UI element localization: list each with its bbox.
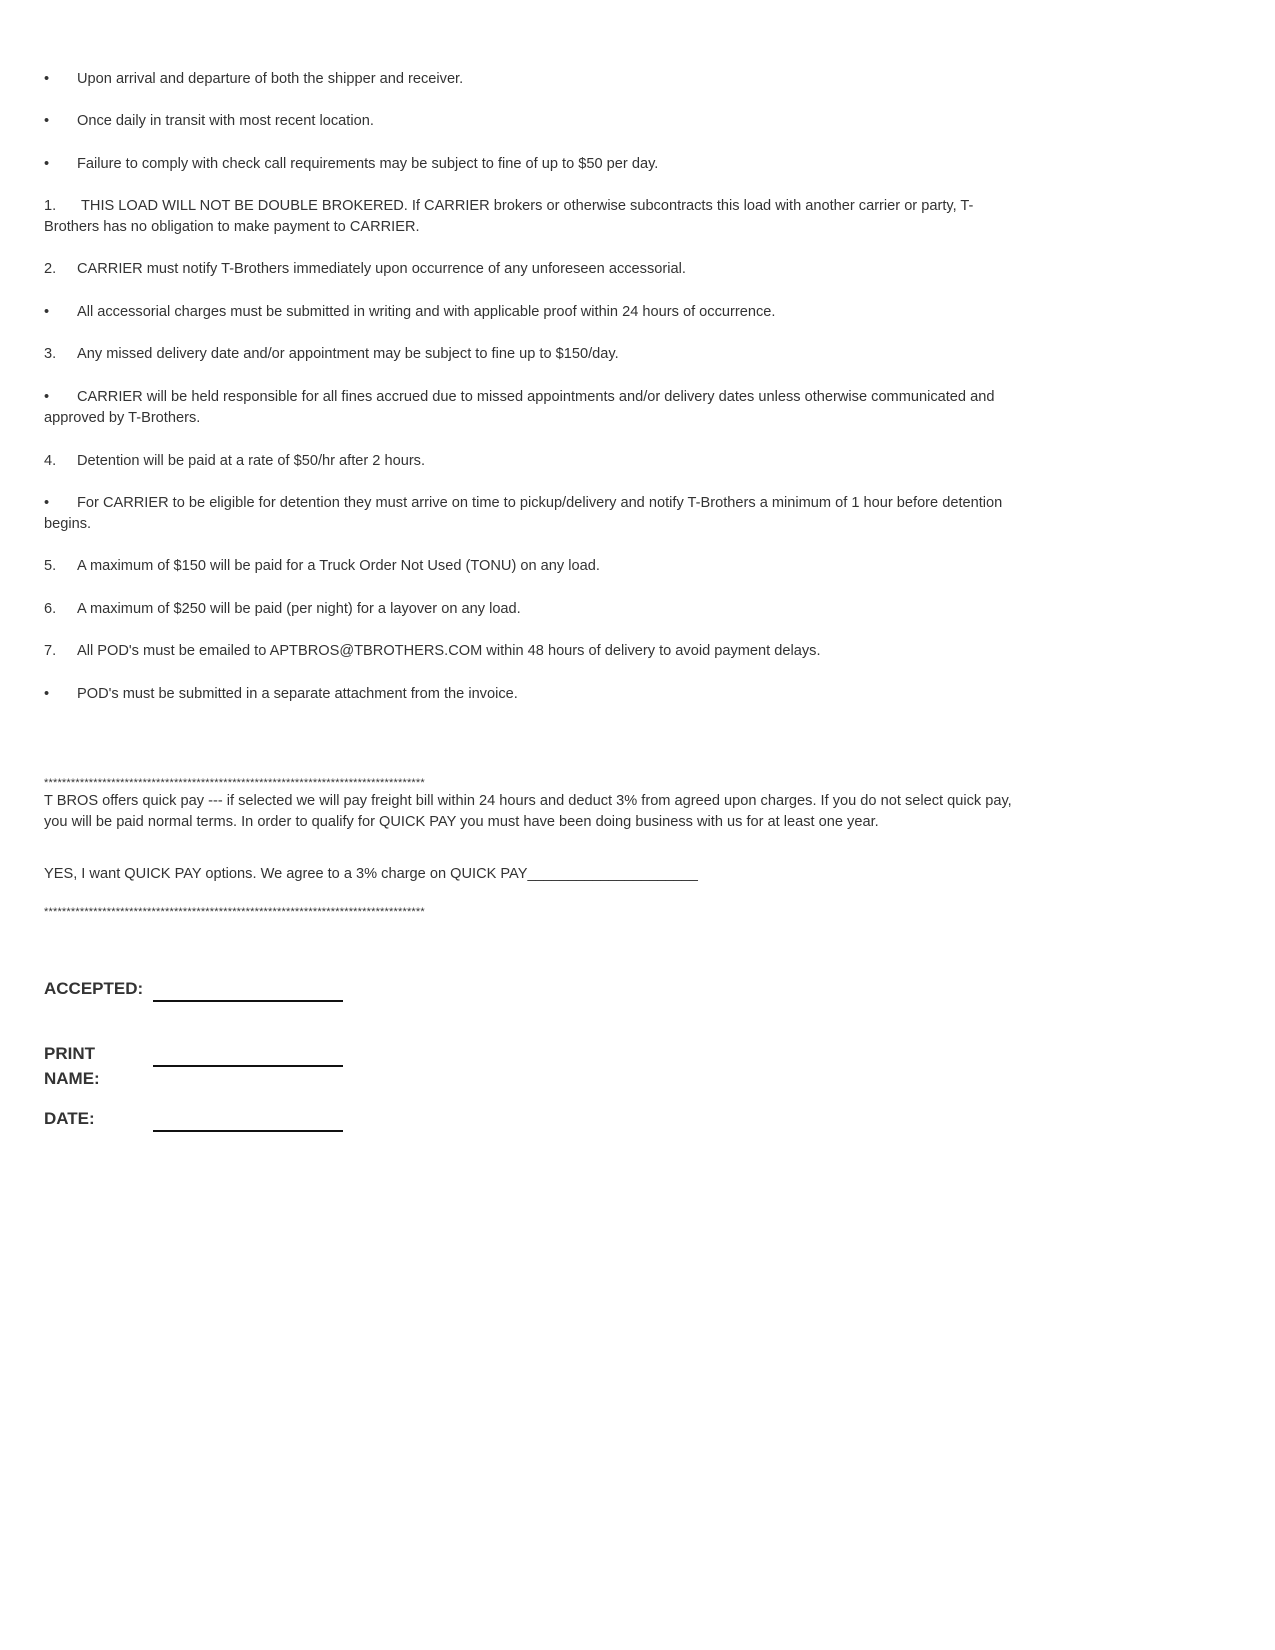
term-6-layover — [44, 599, 1024, 620]
term-text: CARRIER will be held responsible for all fines accrued due to missed appointments and/or delivery dates unless otherwise communicated and approved by T-Brothers. — [44, 389, 995, 426]
term-text: All accessorial charges must be submitted in writing and with applicable proof within 24 hours of occurrence. — [77, 304, 776, 320]
term-1-double-brokered — [44, 196, 1024, 238]
term-bullet-arrival-departure — [44, 69, 1024, 90]
term-text: Upon arrival and departure of both the shipper and receiver. — [77, 71, 464, 87]
print-name-label-line2: NAME: — [44, 1069, 100, 1088]
list-marker: • — [44, 495, 50, 511]
quick-pay-offer: T BROS offers quick pay --- if selected we will pay freight bill within 24 hours and deduct 3% from agreed upon charges. If you do not select quick pay, you will be paid normal terms. In order to qualify for QUICK PAY you must have been doing business with us for at least one year. — [44, 793, 1012, 830]
term-text: A maximum of $150 will be paid for a Truck Order Not Used (TONU) on any load. — [77, 558, 600, 574]
list-marker: 3. — [44, 346, 57, 362]
term-bullet-pod-attachment — [44, 684, 1024, 705]
term-text: Failure to comply with check call requirements may be subject to fine of up to $50 per day. — [77, 156, 659, 172]
term-text: POD's must be submitted in a separate attachment from the invoice. — [77, 686, 518, 702]
print-name-label-line1: PRINT — [44, 1044, 95, 1063]
list-marker: 1. — [44, 198, 57, 214]
term-text: Detention will be paid at a rate of $50/hr after 2 hours. — [77, 453, 426, 469]
term-text: Any missed delivery date and/or appointment may be subject to fine up to $150/day. — [77, 346, 619, 362]
term-text: All POD's must be emailed to APTBROS@TBROTHERS.COM within 48 hours of delivery to avoid payment delays. — [77, 643, 821, 659]
list-marker: • — [44, 686, 50, 702]
list-marker: • — [44, 71, 50, 87]
term-4-detention-rate — [44, 451, 1024, 472]
term-bullet-check-call-fine — [44, 154, 1024, 175]
separator-stars-top: ************************************************************************************* — [44, 777, 425, 789]
term-text: For CARRIER to be eligible for detention they must arrive on time to pickup/delivery and notify T-Brothers a minimum of 1 hour before detention begins. — [44, 495, 1003, 532]
term-text: THIS LOAD WILL NOT BE DOUBLE BROKERED. If CARRIER brokers or otherwise subcontracts this load with another carrier or party, T-Brothers has no obligation to make payment to CARRIER. — [44, 198, 974, 235]
term-2-notify-accessorial — [44, 259, 1024, 280]
date-line[interactable] — [153, 1130, 343, 1132]
list-marker: 2. — [44, 261, 57, 277]
list-marker: • — [44, 156, 50, 172]
list-marker: • — [44, 304, 50, 320]
list-marker: 4. — [44, 453, 57, 469]
list-marker: • — [44, 389, 50, 405]
term-bullet-daily-transit — [44, 111, 1024, 132]
list-marker: 7. — [44, 643, 57, 659]
term-text: A maximum of $250 will be paid (per night) for a layover on any load. — [77, 601, 521, 617]
accepted-signature-line[interactable] — [153, 1000, 343, 1002]
quick-pay-opt-in: YES, I want QUICK PAY options. We agree to a 3% charge on QUICK PAY_____________________ — [44, 866, 698, 882]
accepted-label: ACCEPTED: — [44, 979, 144, 998]
term-bullet-accessorial-charges — [44, 302, 1024, 323]
date-label: DATE: — [44, 1109, 95, 1128]
term-bullet-detention-eligibility — [44, 493, 1024, 535]
list-marker: 5. — [44, 558, 57, 574]
term-3-missed-delivery — [44, 344, 1024, 365]
print-name-line[interactable] — [153, 1065, 343, 1067]
term-bullet-fines-responsibility — [44, 387, 1024, 429]
term-5-tonu — [44, 556, 1024, 577]
list-marker: 6. — [44, 601, 57, 617]
separator-stars-bottom: ************************************************************************************* — [44, 906, 425, 918]
list-marker: • — [44, 113, 50, 129]
term-text: CARRIER must notify T-Brothers immediately upon occurrence of any unforeseen accessorial. — [77, 261, 686, 277]
term-7-pod-email — [44, 641, 1024, 662]
term-text: Once daily in transit with most recent location. — [77, 113, 374, 129]
